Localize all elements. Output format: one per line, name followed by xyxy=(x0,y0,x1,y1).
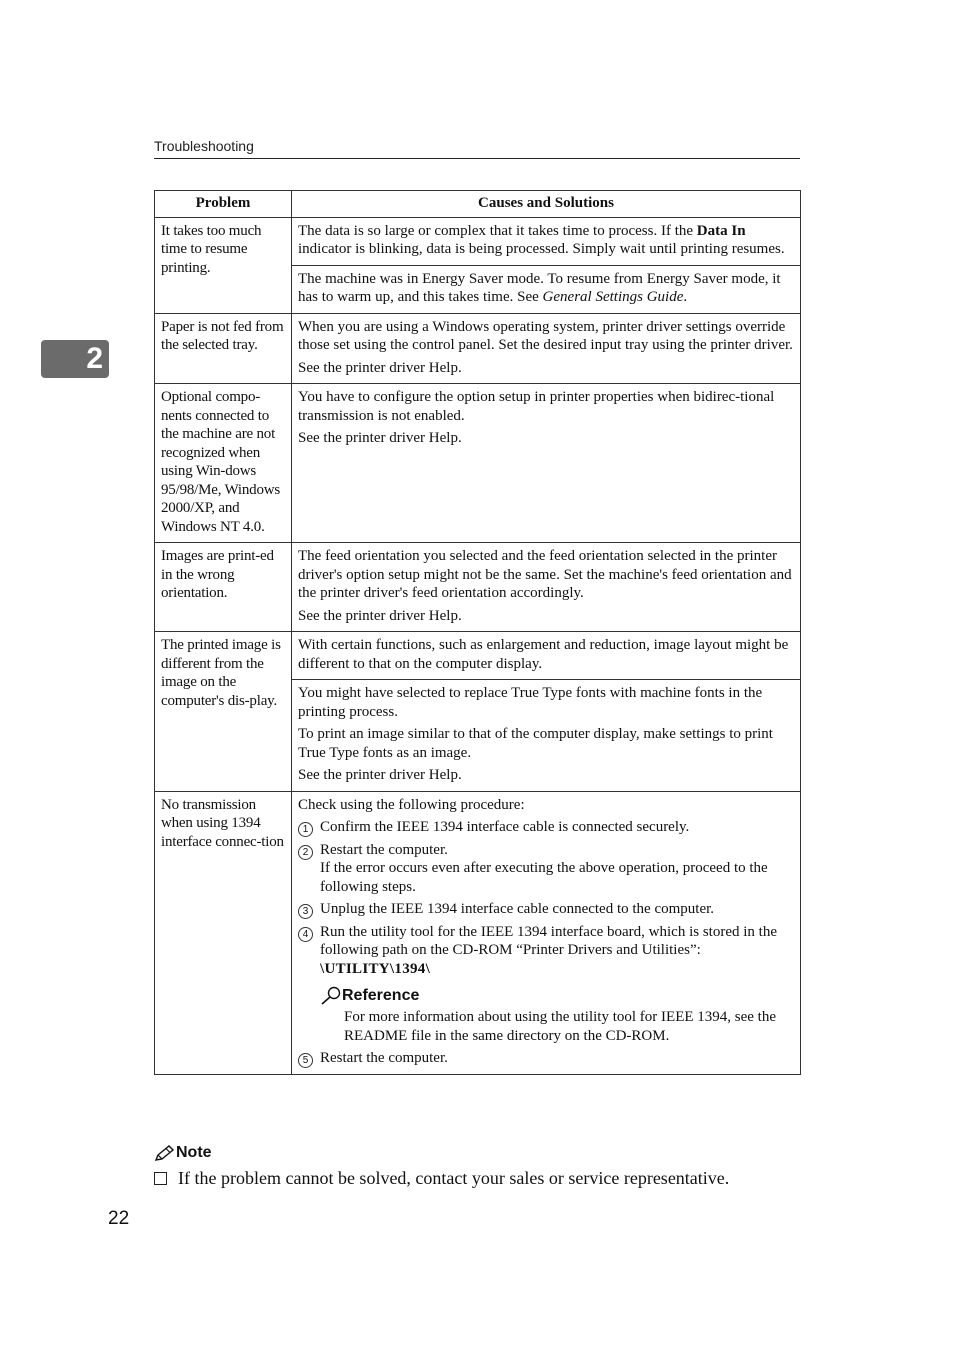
step-text: Confirm the IEEE 1394 interface cable is connected securely. xyxy=(320,819,690,835)
table-row xyxy=(155,313,801,384)
reference-heading xyxy=(320,986,794,1006)
step-text: Run the utility tool for the IEEE 1394 interface board, which is stored in the following path on the CD-ROM “Printer Drivers and Utilities”: xyxy=(320,923,777,958)
table-row xyxy=(155,791,801,1074)
solution-paragraph: See the printer driver Help. xyxy=(298,767,462,783)
problem-cell: The printed image is different from the image on the computer's dis-play. xyxy=(155,632,292,792)
guide-reference: General Settings Guide xyxy=(542,289,684,305)
column-header-solutions: Causes and Solutions xyxy=(292,191,801,218)
note-text: If the problem cannot be solved, contact your sales or service representative. xyxy=(178,1168,730,1188)
problem-cell: Optional compo-nents connected to the machine are not recognized when using Win-dows 95/98/Me, Windows 2000/XP, and Windows NT 4.0. xyxy=(155,384,292,543)
solution-text: . xyxy=(683,289,688,305)
chapter-tab: 2 xyxy=(41,340,109,378)
solution-paragraph: You might have selected to replace True Type fonts with machine fonts in the printing process. xyxy=(298,685,763,720)
procedure-intro: Check using the following procedure: xyxy=(298,796,525,813)
solution-paragraph: When you are using a Windows operating system, printer driver settings override those set using the control panel. Set the desired input tray using the printer driver. xyxy=(298,318,793,353)
solution-cell xyxy=(292,265,801,313)
solution-cell xyxy=(292,384,801,543)
procedure-step xyxy=(298,841,794,897)
solution-cell xyxy=(292,313,801,384)
solution-paragraph: To print an image similar to that of the computer display, make settings to print True Type fonts as an image. xyxy=(298,726,773,761)
note-item xyxy=(154,1168,729,1189)
solution-text: The data is so large or complex that it takes time to process. If the xyxy=(298,222,697,239)
procedure-step xyxy=(298,1049,794,1068)
table-row xyxy=(155,543,801,632)
step-number: 2 xyxy=(298,845,313,860)
checkbox-bullet-icon xyxy=(154,1172,167,1185)
problem-cell: It takes too much time to resume printing. xyxy=(155,217,292,313)
solution-cell xyxy=(292,217,801,265)
solution-paragraph: With certain functions, such as enlargement and reduction, image layout might be different to that on the computer display. xyxy=(298,637,789,672)
magnifier-icon xyxy=(320,986,342,1006)
solution-cell xyxy=(292,680,801,792)
step-number: 5 xyxy=(298,1053,313,1068)
problem-cell: No transmission when using 1394 interface connec-tion xyxy=(155,791,292,1074)
note-title: Note xyxy=(176,1144,212,1161)
table-row xyxy=(155,384,801,543)
solution-paragraph: See the printer driver Help. xyxy=(298,359,462,376)
solution-paragraph: You have to configure the option setup in printer properties when bidirec-tional transmission is not enabled. xyxy=(298,389,775,424)
reference-title: Reference xyxy=(342,986,420,1004)
data-in-indicator-label: Data In xyxy=(696,222,746,239)
problem-cell: Images are print-ed in the wrong orientation. xyxy=(155,543,292,632)
solution-cell xyxy=(292,632,801,680)
table-row xyxy=(155,632,801,680)
table-row xyxy=(155,217,801,265)
step-number: 3 xyxy=(298,904,313,919)
solution-text: indicator is blinking, data is being processed. Simply wait until printing resumes. xyxy=(298,241,785,257)
running-header: Troubleshooting xyxy=(154,138,254,154)
solution-paragraph: See the printer driver Help. xyxy=(298,430,462,446)
solution-paragraph: The feed orientation you selected and the feed orientation selected in the printer driver's option setup might not be the same. Set the machine's feed orientation and the printer driver's feed orientation accordingly. xyxy=(298,548,792,601)
solution-cell xyxy=(292,791,801,1074)
page-number: 22 xyxy=(108,1208,130,1229)
procedure-step xyxy=(298,818,794,837)
procedure-step xyxy=(298,923,794,979)
utility-path: \UTILITY\1394\ xyxy=(320,960,431,977)
problem-cell: Paper is not fed from the selected tray. xyxy=(155,313,292,384)
step-text: Restart the computer. xyxy=(320,841,448,858)
pencil-icon xyxy=(154,1144,176,1162)
step-text: Unplug the IEEE 1394 interface cable connected to the computer. xyxy=(320,901,715,917)
solution-paragraph: See the printer driver Help. xyxy=(298,607,462,624)
reference-text: For more information about using the utility tool for IEEE 1394, see the README file in the same directory on the CD-ROM. xyxy=(344,1009,777,1044)
step-extra: If the error occurs even after executing the above operation, proceed to the following steps. xyxy=(320,860,768,895)
note-heading xyxy=(154,1144,212,1162)
header-rule xyxy=(154,158,800,159)
step-text: Restart the computer. xyxy=(320,1050,448,1066)
solution-cell xyxy=(292,543,801,632)
troubleshooting-table xyxy=(154,190,801,1075)
column-header-problem: Problem xyxy=(155,191,292,218)
step-number: 1 xyxy=(298,822,313,837)
step-number: 4 xyxy=(298,927,313,942)
solution-text: The machine was in Energy Saver mode. To resume from Energy Saver mode, it has to warm up, and this takes time. See xyxy=(298,270,781,305)
procedure-step xyxy=(298,900,794,919)
